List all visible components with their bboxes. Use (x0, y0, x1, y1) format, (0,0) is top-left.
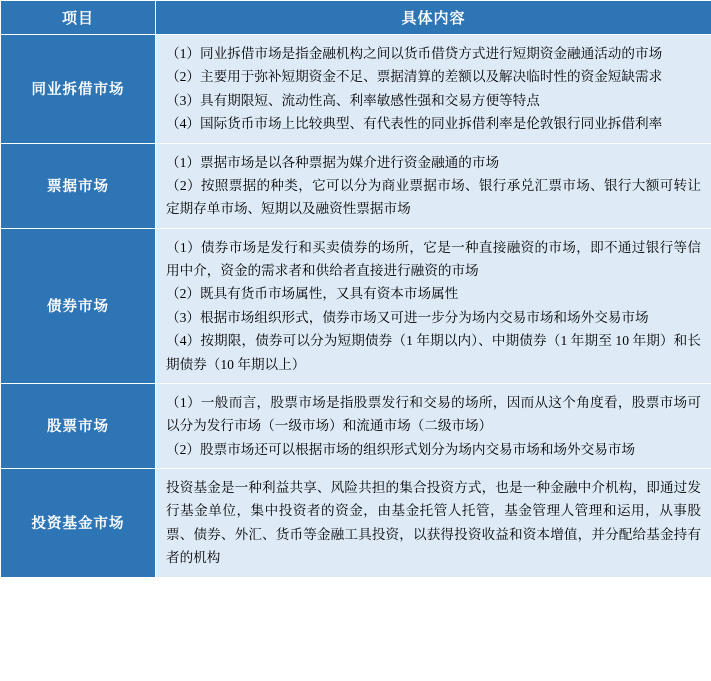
table-body (1, 35, 711, 578)
table-row (1, 228, 711, 383)
table-header (1, 1, 711, 35)
content-line: （1）一般而言，股票市场是指股票发行和交易的场所，因而从这个角度看，股票市场可以分为发行市场（一级市场）和流通市场（二级市场） (166, 394, 701, 434)
content-line: （4）按期限，债券可以分为短期债券（1 年期以内）、中期债券（1 年期至 10 年期）和长期债券（10 年期以上） (166, 333, 701, 372)
row-item-label: 债券市场 (1, 228, 156, 383)
content-line: （2）既具有货币市场属性，又具有资本市场属性 (166, 286, 459, 302)
table-row (1, 383, 711, 468)
content-line: （1）债券市场是发行和买卖债券的场所，它是一种直接融资的市场，即不通过银行等信用中介，资金的需求者和供给者直接进行融资的市场 (166, 239, 701, 278)
row-item-label: 投资基金市场 (1, 469, 156, 578)
row-content-cell (156, 228, 711, 383)
row-content-cell (156, 383, 711, 468)
table-row (1, 469, 711, 578)
table-row (1, 35, 711, 144)
column-header-content: 具体内容 (156, 1, 711, 35)
content-line: （4）国际货币市场上比较典型、有代表性的同业拆借利率是伦敦银行同业拆借利率 (166, 116, 663, 132)
row-item-label: 票据市场 (1, 143, 156, 228)
content-line: （2）股票市场还可以根据市场的组织形式划分为场内交易市场和场外交易市场 (166, 441, 635, 457)
row-item-label: 同业拆借市场 (1, 35, 156, 144)
row-content-cell (156, 35, 711, 144)
content-line: （1）票据市场是以各种票据为媒介进行资金融通的市场 (166, 154, 500, 170)
content-line: （3）具有期限短、流动性高、利率敏感性强和交易方便等特点 (166, 92, 540, 108)
row-item-label: 股票市场 (1, 383, 156, 468)
table-header-row (1, 1, 711, 35)
content-line: （1）同业拆借市场是指金融机构之间以货币借贷方式进行短期资金融通活动的市场 (166, 46, 663, 61)
content-line: 投资基金是一种利益共享、风险共担的集合投资方式，也是一种金融中介机构，即通过发行基金单位，集中投资者的资金，由基金托管人托管，基金管理人管理和运用，从事股票、债券、外汇、货币等金融工具投资，以获得投资收益和资本增值，并分配给基金持有者的机构 (166, 480, 701, 566)
column-header-item: 项目 (1, 1, 156, 35)
content-line: （3）根据市场组织形式，债券市场又可进一步分为场内交易市场和场外交易市场 (166, 309, 649, 325)
content-line: （2）主要用于弥补短期资金不足、票据清算的差额以及解决临时性的资金短缺需求 (166, 69, 663, 85)
table-row (1, 143, 711, 228)
content-line: （2）按照票据的种类，它可以分为商业票据市场、银行承兑汇票市场、银行大额可转让定期存单市场、短期以及融资性票据市场 (166, 177, 701, 217)
row-content-cell (156, 143, 711, 228)
row-content-cell (156, 469, 711, 578)
